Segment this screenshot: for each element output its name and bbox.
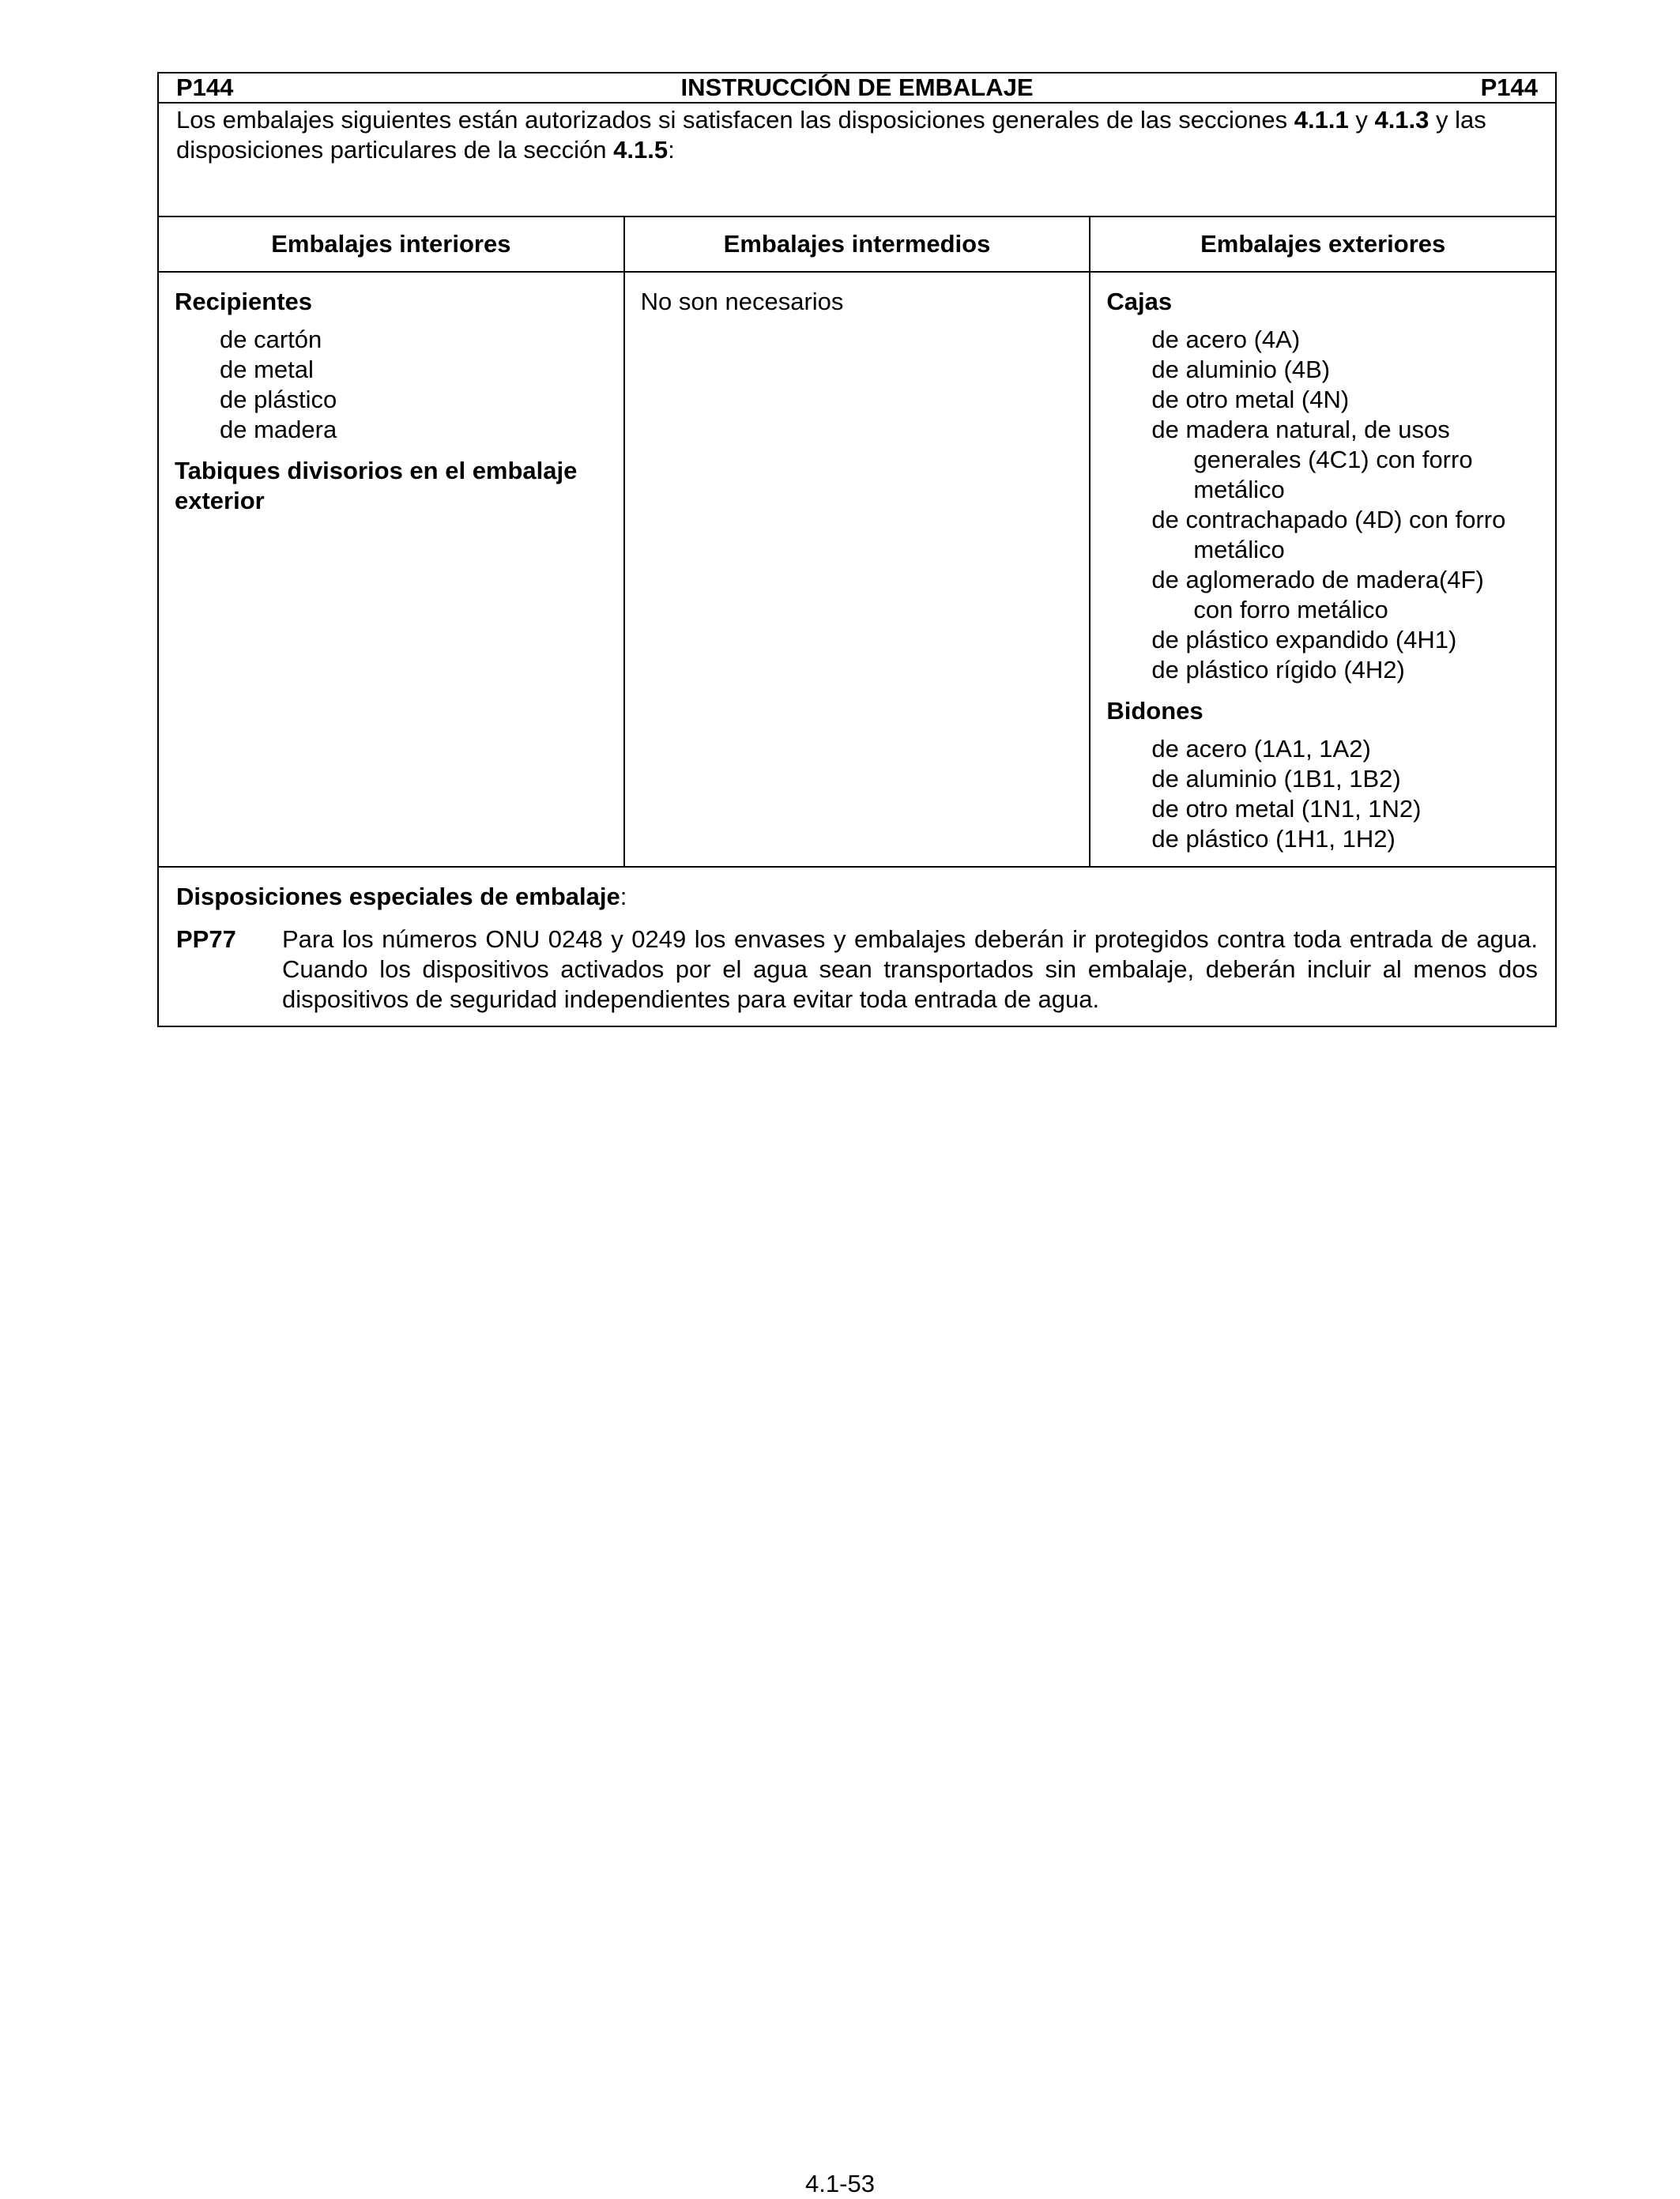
list-item-continuation: generales (4C1) con forro — [1193, 446, 1473, 473]
provision-code: PP77 — [176, 925, 236, 953]
section-ref: 4.1.5 — [613, 136, 669, 164]
instruction-header — [159, 73, 1555, 104]
list-item: de cartón — [220, 326, 322, 353]
list-item: de aluminio (1B1, 1B2) — [1151, 765, 1401, 793]
list-item-line: de contrachapado (4D) con forro — [1151, 506, 1506, 533]
inner-packaging-header: Embalajes interiores — [159, 217, 625, 271]
instruction-title: INSTRUCCIÓN DE EMBALAJE — [680, 73, 1034, 101]
list-item-line: de aluminio (4B) — [1151, 356, 1331, 383]
inner-packaging-column — [159, 273, 625, 866]
receptacles-title: Recipientes — [175, 288, 313, 315]
dividers-title: Tabiques divisorios en el embalaje exterior — [175, 457, 578, 514]
list-item-continuation: metálico — [1193, 536, 1285, 563]
list-item — [1106, 625, 1539, 655]
boxes-title: Cajas — [1106, 288, 1173, 315]
list-item — [1106, 325, 1539, 355]
special-provisions — [159, 868, 1555, 1026]
list-item: de plástico — [220, 386, 337, 413]
section-ref: 4.1.1 — [1294, 106, 1349, 134]
intro-text-part: y — [1348, 106, 1375, 134]
drums-title: Bidones — [1106, 697, 1203, 725]
list-item-continuation: metálico — [1193, 476, 1285, 503]
list-item — [1106, 505, 1539, 565]
intermediate-packaging-column — [625, 273, 1091, 866]
list-item: de madera — [220, 416, 337, 443]
list-item — [1106, 565, 1539, 625]
page-number: 4.1-53 — [805, 2170, 875, 2197]
provision-text: Para los números ONU 0248 y 0249 los envases y embalajes deberán ir protegidos contra toda entrada de agua. Cuando los dispositivos activados por el agua sean transportados sin embalaje, deberán incluir al menos dos dispositivos de seguridad independientes para evitar toda entrada de agua. — [282, 925, 1538, 1013]
instruction-code-right: P144 — [1480, 73, 1538, 101]
special-provisions-colon: : — [620, 883, 627, 910]
list-item — [1106, 385, 1539, 415]
outer-packaging-header: Embalajes exteriores — [1200, 230, 1446, 258]
packing-instruction-table — [157, 72, 1557, 1027]
intro-text-part: : — [668, 136, 675, 164]
columns-body-row — [159, 273, 1555, 868]
intro-paragraph — [159, 104, 1555, 217]
list-item — [1106, 355, 1539, 385]
list-item-line: de madera natural, de usos — [1151, 416, 1450, 443]
intro-text — [176, 105, 1538, 165]
list-item: de plástico (1H1, 1H2) — [1151, 825, 1396, 853]
intermediate-packaging-header: Embalajes intermedios — [625, 217, 1091, 271]
intermediate-text: No son necesarios — [640, 288, 844, 315]
list-item-line: de otro metal (4N) — [1151, 386, 1350, 413]
list-item-continuation: con forro metálico — [1193, 596, 1388, 623]
list-item-line: de plástico rígido (4H2) — [1151, 656, 1405, 683]
intro-text-part: Los embalajes siguientes están autorizados si satisfacen las disposiciones generales de las secciones — [176, 106, 1294, 134]
intro-text-part: y las disposiciones particulares de la sección — [176, 106, 1486, 164]
columns-header-row — [159, 217, 1555, 273]
list-item: de otro metal (1N1, 1N2) — [1151, 795, 1422, 823]
special-provisions-heading: Disposiciones especiales de embalaje — [176, 883, 620, 910]
instruction-code-left: P144 — [176, 73, 234, 101]
section-ref: 4.1.3 — [1374, 106, 1430, 134]
special-provisions-title — [176, 882, 1538, 912]
special-provision-item — [176, 924, 1538, 1015]
list-item-line: de plástico expandido (4H1) — [1151, 626, 1457, 653]
list-item-line: de aglomerado de madera(4F) — [1151, 566, 1484, 593]
list-item — [1106, 415, 1539, 505]
list-item: de metal — [220, 356, 314, 383]
list-item: de acero (1A1, 1A2) — [1151, 735, 1371, 762]
list-item — [1106, 655, 1539, 685]
outer-packaging-column — [1090, 273, 1555, 866]
list-item-line: de acero (4A) — [1151, 326, 1301, 353]
